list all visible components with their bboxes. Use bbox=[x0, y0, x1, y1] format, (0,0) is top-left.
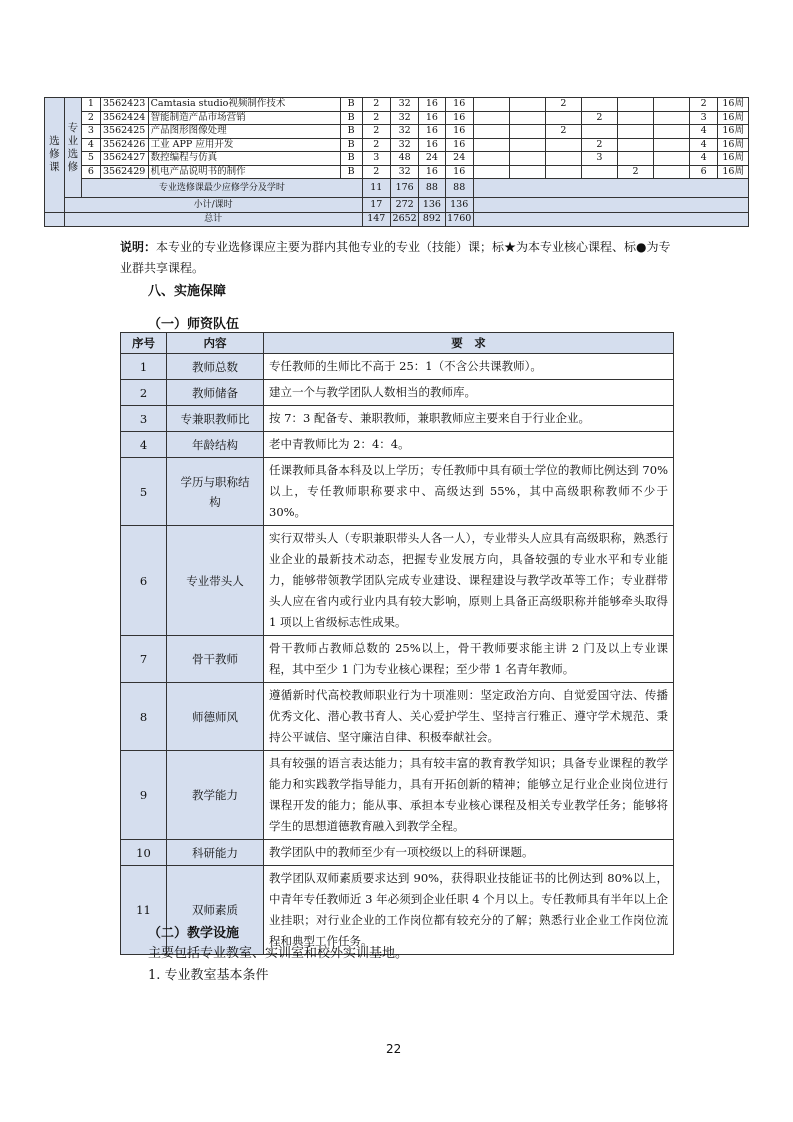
content-label: 师德师风 bbox=[192, 709, 238, 724]
table-cell bbox=[167, 683, 264, 751]
content-label: 科研能力 bbox=[192, 845, 238, 860]
table-cell: 任课教师具备本科及以上学历；专任教师中具有硕士学位的教师比例达到 70%以上，专任教师职称要求中、高级达到 55%，其中高级职称教师不少于 30%。 bbox=[264, 458, 674, 526]
table-cell bbox=[653, 165, 689, 179]
section-heading: 八、实施保障 bbox=[148, 284, 227, 299]
table-cell: 2 bbox=[545, 125, 581, 139]
summary-row-min bbox=[45, 179, 749, 198]
table-cell: 16周 bbox=[718, 125, 749, 139]
table-cell: 产品图形图像处理 bbox=[148, 125, 340, 139]
table-cell: 9 bbox=[121, 751, 167, 840]
header-content: 内容 bbox=[167, 333, 264, 354]
table-cell bbox=[473, 152, 509, 166]
table-cell: 272 bbox=[390, 198, 418, 213]
table-cell: 2652 bbox=[390, 212, 418, 226]
table-cell bbox=[473, 212, 748, 226]
table-cell: 2 bbox=[362, 138, 390, 152]
content-label: 教学能力 bbox=[192, 788, 238, 802]
table-cell: 16 bbox=[445, 165, 473, 179]
table-cell bbox=[581, 98, 617, 112]
table-cell bbox=[473, 98, 509, 112]
table-cell: 16 bbox=[419, 138, 445, 152]
table-cell bbox=[167, 380, 264, 406]
table-cell bbox=[509, 138, 545, 152]
table-cell bbox=[167, 406, 264, 432]
content-label: 专业带头人 bbox=[186, 573, 244, 588]
table-cell: 2 bbox=[362, 98, 390, 112]
table-cell bbox=[545, 165, 581, 179]
subsection-heading-facility: （二）教学设施 bbox=[148, 926, 240, 941]
table-cell: B bbox=[340, 138, 362, 152]
table-cell bbox=[653, 125, 689, 139]
table-cell: B bbox=[340, 111, 362, 125]
table-cell: 176 bbox=[390, 179, 418, 198]
table-cell: 教学团队中的教师至少有一项校级以上的科研课题。 bbox=[264, 840, 674, 866]
table-cell: B bbox=[340, 165, 362, 179]
table-cell: 3562425 bbox=[100, 125, 148, 139]
table-cell: 4 bbox=[121, 432, 167, 458]
table-cell: B bbox=[340, 152, 362, 166]
table-cell: 遵循新时代高校教师职业行为十项准则：坚定政治方向、自觉爱国守法、传播优秀文化、潜心教书育人、关心爱护学生、坚持言行雅正、遵守学术规范、秉持公平诚信、坚守廉洁自律、积极奉献社会。 bbox=[264, 683, 674, 751]
table-cell: 16 bbox=[419, 98, 445, 112]
table-row bbox=[121, 683, 674, 751]
table-cell: B bbox=[340, 125, 362, 139]
table-cell bbox=[473, 165, 509, 179]
group-label: 专业选修 bbox=[67, 121, 79, 173]
table-cell bbox=[473, 198, 748, 213]
table-cell: 16周 bbox=[718, 111, 749, 125]
table-cell bbox=[167, 751, 264, 840]
summary-row-total bbox=[45, 212, 749, 226]
table-cell: 10 bbox=[121, 840, 167, 866]
table-cell: 老中青教师比为 2：4：4。 bbox=[264, 432, 674, 458]
table-cell: 1760 bbox=[445, 212, 473, 226]
table-cell: 6 bbox=[689, 165, 717, 179]
table-cell: 4 bbox=[689, 125, 717, 139]
table-row bbox=[45, 98, 749, 112]
table-cell: 具有较强的语言表达能力；具有较丰富的教育教学知识；具备专业课程的教学能力和实践教学指导能力，具有开拓创新的精神；能够立足行业企业岗位进行课程开发的能力；能从事、承担本专业核心课程及相关专业教学任务；能够将学生的思想道德教育融入到教学全程。 bbox=[264, 751, 674, 840]
content-label: 年龄结构 bbox=[192, 437, 238, 452]
table-cell: 教学团队双师素质要求达到 90%，获得职业技能证书的比例达到 80%以上，中青年专任教师近 3 年必须到企业任职 4 个月以上。专任教师具有半年以上企业挂职；对行业企业的工作岗位都有较充分的了解；熟悉行业企业工作岗位流程和典型工作任务。 bbox=[264, 866, 674, 955]
facility-item-1: 1. 专业教室基本条件 bbox=[148, 968, 269, 983]
table-cell: 2 bbox=[362, 125, 390, 139]
table-cell: 机电产品说明书的制作 bbox=[148, 165, 340, 179]
table-cell bbox=[167, 354, 264, 380]
table-cell: 4 bbox=[82, 138, 101, 152]
table-cell bbox=[473, 138, 509, 152]
table-cell: B bbox=[340, 98, 362, 112]
header-requirements: 要 求 bbox=[264, 333, 674, 354]
table-cell: 2 bbox=[362, 111, 390, 125]
note-text: 本专业的专业选修课应主要为群内其他专业的专业（技能）课；标★为本专业核心课程、标●为专业群共享课程。 bbox=[120, 240, 671, 275]
table-cell: 2 bbox=[362, 165, 390, 179]
table-cell: 16 bbox=[445, 98, 473, 112]
table-row bbox=[45, 111, 749, 125]
table-cell: 16周 bbox=[718, 165, 749, 179]
table-cell bbox=[509, 152, 545, 166]
table-cell: 24 bbox=[445, 152, 473, 166]
table-row bbox=[121, 432, 674, 458]
table-cell: 智能制造产品市场营销 bbox=[148, 111, 340, 125]
table-row bbox=[121, 354, 674, 380]
table-cell: 3562427 bbox=[100, 152, 148, 166]
table-cell: 16 bbox=[445, 125, 473, 139]
table-cell: 17 bbox=[362, 198, 390, 213]
table-cell: 2 bbox=[689, 98, 717, 112]
category-label: 选修课 bbox=[49, 135, 60, 174]
table-header-row bbox=[121, 333, 674, 354]
table-cell: 按 7：3 配备专、兼职教师，兼职教师应主要来自于行业企业。 bbox=[264, 406, 674, 432]
table-cell: 3562426 bbox=[100, 138, 148, 152]
table-cell: 16 bbox=[445, 138, 473, 152]
table-cell bbox=[581, 165, 617, 179]
table-cell bbox=[509, 125, 545, 139]
group-cell bbox=[64, 98, 81, 198]
table-cell bbox=[653, 152, 689, 166]
table-cell: 专业选修课最少应修学分及学时 bbox=[82, 179, 362, 198]
table-cell: 32 bbox=[390, 111, 418, 125]
table-cell: 工业 APP 应用开发 bbox=[148, 138, 340, 152]
table-cell bbox=[167, 432, 264, 458]
content-label: 学历与职称结构 bbox=[180, 474, 250, 509]
table-cell: 2 bbox=[545, 98, 581, 112]
table-cell: 3562424 bbox=[100, 111, 148, 125]
summary-row-subtotal bbox=[45, 198, 749, 213]
page-number: 22 bbox=[386, 1042, 402, 1056]
header-no: 序号 bbox=[121, 333, 167, 354]
table-cell bbox=[653, 138, 689, 152]
table-cell: 4 bbox=[689, 138, 717, 152]
table-cell: 1 bbox=[82, 98, 101, 112]
table-cell: 数控编程与仿真 bbox=[148, 152, 340, 166]
table-cell: 88 bbox=[419, 179, 445, 198]
table-cell bbox=[167, 458, 264, 526]
table-cell: 16周 bbox=[718, 152, 749, 166]
table-cell bbox=[617, 111, 653, 125]
table-cell bbox=[617, 98, 653, 112]
table-cell bbox=[653, 98, 689, 112]
table-cell: 147 bbox=[362, 212, 390, 226]
table-cell: 7 bbox=[121, 636, 167, 683]
table-cell: 2 bbox=[617, 165, 653, 179]
table-cell: 3562429 bbox=[100, 165, 148, 179]
content-label: 骨干教师 bbox=[192, 652, 238, 666]
table-cell bbox=[545, 111, 581, 125]
table-cell: 892 bbox=[419, 212, 445, 226]
table-cell: 5 bbox=[82, 152, 101, 166]
table-row bbox=[45, 152, 749, 166]
table-cell: 3 bbox=[121, 406, 167, 432]
note-label: 说明： bbox=[120, 240, 157, 254]
table-row bbox=[121, 526, 674, 636]
table-note bbox=[120, 237, 680, 279]
table-cell: 88 bbox=[445, 179, 473, 198]
category-cell bbox=[45, 98, 65, 213]
table-cell bbox=[167, 526, 264, 636]
table-cell: 4 bbox=[689, 152, 717, 166]
table-cell: 2 bbox=[581, 111, 617, 125]
table-cell: 16 bbox=[419, 125, 445, 139]
table-cell: 3 bbox=[581, 152, 617, 166]
table-cell: 3 bbox=[689, 111, 717, 125]
table-cell: 2 bbox=[121, 380, 167, 406]
table-row bbox=[121, 380, 674, 406]
table-cell: 3 bbox=[82, 125, 101, 139]
table-cell: 32 bbox=[390, 165, 418, 179]
table-cell: 32 bbox=[390, 98, 418, 112]
table-cell: 11 bbox=[121, 866, 167, 955]
table-cell: 3 bbox=[362, 152, 390, 166]
table-cell: 骨干教师占教师总数的 25%以上，骨干教师要求能主讲 2 门及以上专业课程，其中至少 1 门为专业核心课程；至少带 1 名青年教师。 bbox=[264, 636, 674, 683]
table-cell bbox=[545, 138, 581, 152]
table-cell: 实行双带头人（专职兼职带头人各一人），专业带头人应具有高级职称，熟悉行业企业的最新技术动态，把握专业发展方向，具备较强的专业水平和专业能力，能够带领教学团队完成专业建设、课程建设与教学改革等工作；专业群带头人应在省内或行业内具有较大影响，原则上具备正高级职称并能够牵头取得 1 项以上省级标志性成果。 bbox=[264, 526, 674, 636]
table-row bbox=[45, 125, 749, 139]
table-cell bbox=[509, 111, 545, 125]
staff-requirements-table bbox=[120, 332, 674, 955]
table-cell: 48 bbox=[390, 152, 418, 166]
elective-course-table bbox=[44, 97, 749, 227]
table-cell bbox=[509, 165, 545, 179]
table-cell: 专任教师的生师比不高于 25：1（不含公共课教师）。 bbox=[264, 354, 674, 380]
table-cell: 1 bbox=[121, 354, 167, 380]
table-cell: 24 bbox=[419, 152, 445, 166]
table-cell: 3562423 bbox=[100, 98, 148, 112]
content-label: 专兼职教师比 bbox=[180, 411, 250, 426]
table-cell: 建立一个与教学团队人数相当的教师库。 bbox=[264, 380, 674, 406]
table-cell bbox=[167, 840, 264, 866]
table-cell bbox=[617, 152, 653, 166]
table-cell: 6 bbox=[121, 526, 167, 636]
table-cell bbox=[473, 179, 748, 198]
table-cell: 136 bbox=[445, 198, 473, 213]
table-cell: 136 bbox=[419, 198, 445, 213]
content-label: 教师储备 bbox=[192, 385, 238, 400]
table-cell bbox=[617, 138, 653, 152]
table-cell: 16 bbox=[445, 111, 473, 125]
table-cell bbox=[45, 212, 65, 226]
table-row bbox=[121, 636, 674, 683]
table-cell bbox=[617, 125, 653, 139]
subsection-heading-staff: （一）师资队伍 bbox=[148, 317, 240, 332]
table-cell bbox=[653, 111, 689, 125]
content-label: 双师素质 bbox=[192, 903, 238, 917]
table-cell: 16 bbox=[419, 165, 445, 179]
table-cell: 小计/课时 bbox=[64, 198, 362, 213]
table-cell: 32 bbox=[390, 138, 418, 152]
table-cell: 总计 bbox=[64, 212, 362, 226]
table-cell bbox=[473, 125, 509, 139]
table-cell bbox=[545, 152, 581, 166]
table-row bbox=[121, 458, 674, 526]
table-cell: 6 bbox=[82, 165, 101, 179]
table-row bbox=[121, 751, 674, 840]
table-cell: 8 bbox=[121, 683, 167, 751]
table-cell: 5 bbox=[121, 458, 167, 526]
table-cell: 2 bbox=[82, 111, 101, 125]
content-label: 教师总数 bbox=[192, 359, 238, 374]
table-cell bbox=[473, 111, 509, 125]
table-row bbox=[45, 138, 749, 152]
table-cell: 2 bbox=[581, 138, 617, 152]
table-cell: Camtasia studio视频制作技术 bbox=[148, 98, 340, 112]
table-row bbox=[45, 165, 749, 179]
table-cell: 16周 bbox=[718, 98, 749, 112]
table-cell: 16 bbox=[419, 111, 445, 125]
facility-intro: 主要包括专业教室、实训室和校外实训基地。 bbox=[148, 946, 409, 961]
table-row bbox=[121, 406, 674, 432]
table-cell: 32 bbox=[390, 125, 418, 139]
table-row bbox=[121, 840, 674, 866]
table-cell bbox=[509, 98, 545, 112]
table-cell bbox=[167, 636, 264, 683]
table-cell: 11 bbox=[362, 179, 390, 198]
table-cell: 16周 bbox=[718, 138, 749, 152]
table-cell bbox=[581, 125, 617, 139]
